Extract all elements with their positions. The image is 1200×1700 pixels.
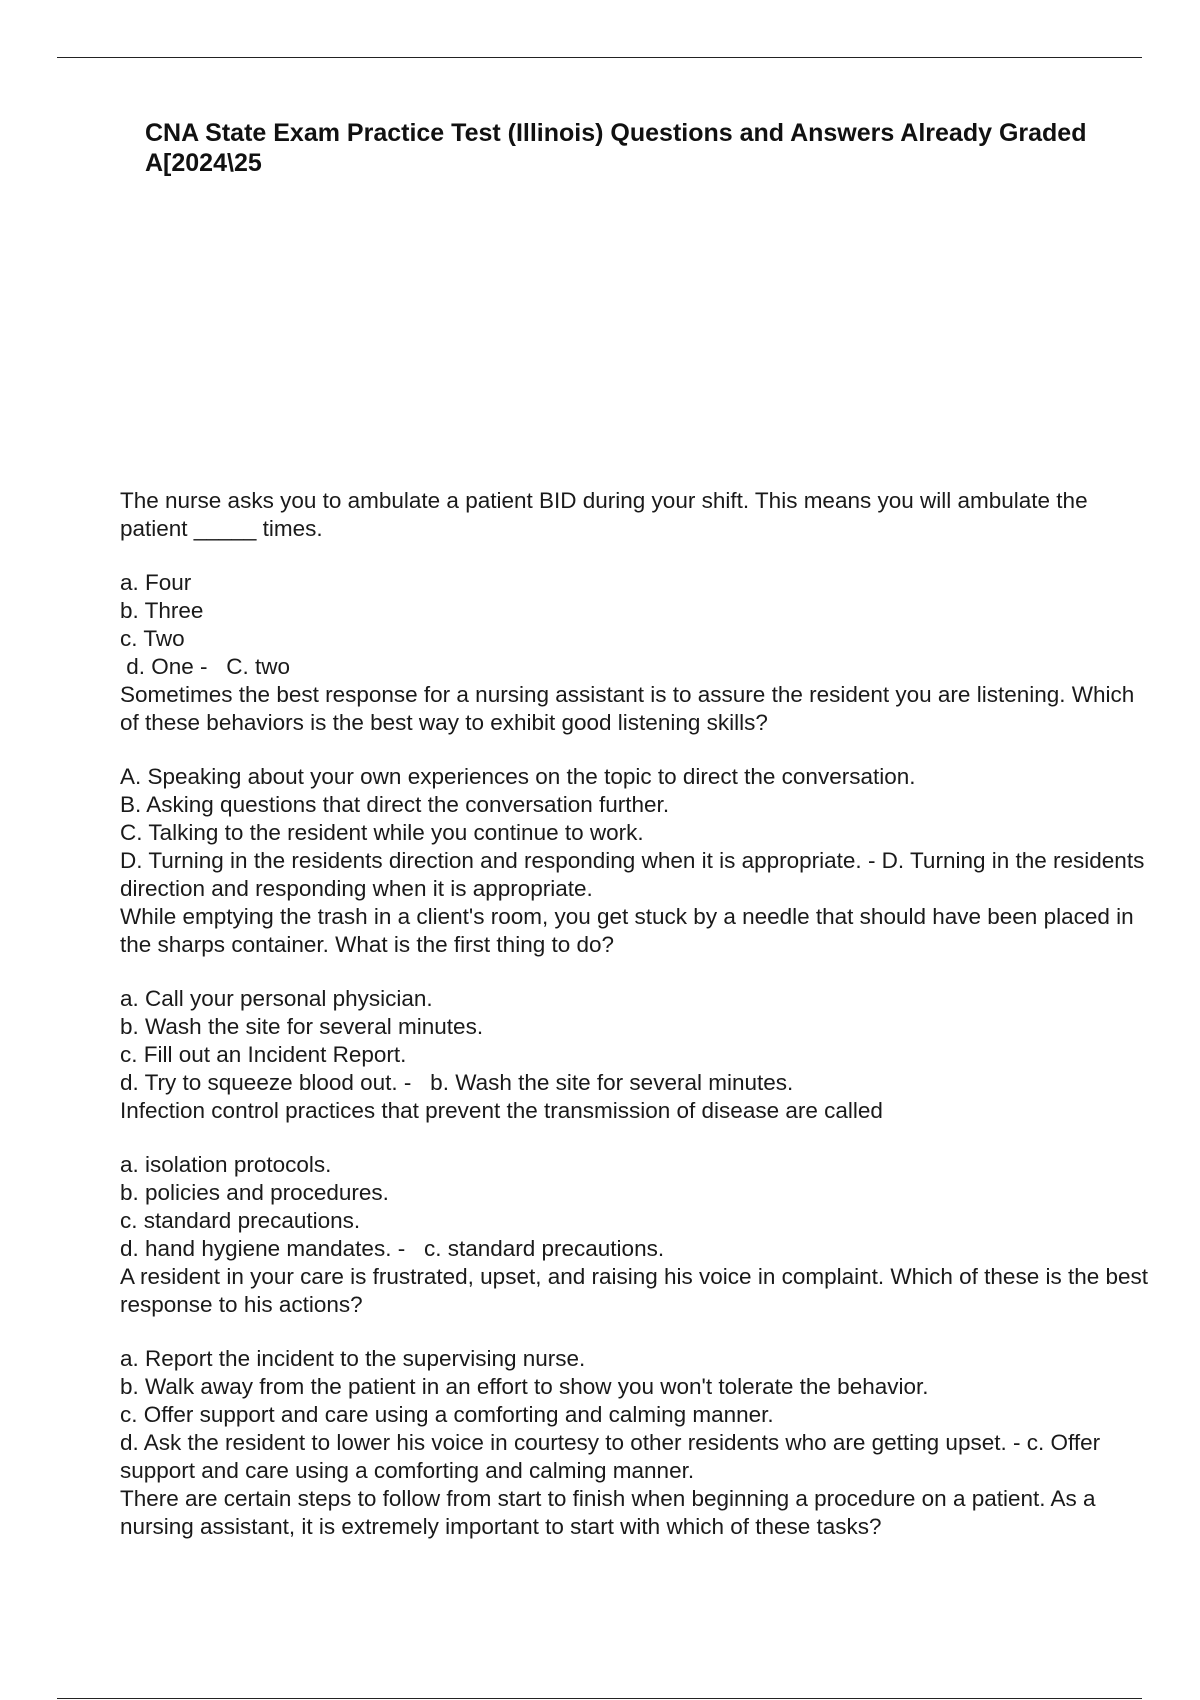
answer-option: b. policies and procedures. <box>120 1180 389 1205</box>
question-text: Infection control practices that prevent the transmission of disease are called <box>120 1098 883 1123</box>
top-rule <box>57 57 1142 58</box>
question-text: A resident in your care is frustrated, upset, and raising his voice in complaint. Which of these is the best response to his actions? <box>120 1264 1149 1317</box>
question-block <box>120 1097 1150 1263</box>
question-text: There are certain steps to follow from start to finish when beginning a procedure on a patient. As a nursing assistant, it is extremely important to start with which of these tasks? <box>120 1486 1096 1539</box>
bottom-rule <box>57 1698 1142 1699</box>
answer-option-with-answer: d. One - C. two <box>120 654 291 679</box>
answer-option: a. Call your personal physician. <box>120 986 433 1011</box>
answer-option: a. Report the incident to the supervising nurse. <box>120 1346 586 1371</box>
question-text: While emptying the trash in a client's room, you get stuck by a needle that should have been placed in the sharps container. What is the first thing to do? <box>120 904 1134 957</box>
answer-option: c. Offer support and care using a comforting and calming manner. <box>120 1402 774 1427</box>
answer-option: b. Walk away from the patient in an effort to show you won't tolerate the behavior. <box>120 1374 929 1399</box>
answer-option: c. Two <box>120 626 185 651</box>
document-title: CNA State Exam Practice Test (Illinois) Questions and Answers Already Graded A[2024\25 <box>145 119 1087 177</box>
answer-option: A. Speaking about your own experiences on the topic to direct the conversation. <box>120 764 916 789</box>
question-block <box>120 903 1150 1097</box>
answer-option: b. Wash the site for several minutes. <box>120 1014 484 1039</box>
answer-option: C. Talking to the resident while you continue to work. <box>120 820 644 845</box>
answer-option: a. Four <box>120 570 192 595</box>
question-block <box>120 1263 1150 1485</box>
answer-option-with-answer: d. Try to squeeze blood out. - b. Wash the site for several minutes. <box>120 1070 794 1095</box>
answer-option: a. isolation protocols. <box>120 1152 332 1177</box>
question-text: Sometimes the best response for a nursing assistant is to assure the resident you are listening. Which of these behaviors is the best way to exhibit good listening skills? <box>120 682 1135 735</box>
question-block <box>120 487 1150 681</box>
question-text: The nurse asks you to ambulate a patient BID during your shift. This means you will ambulate the patient _____ times. <box>120 488 1088 541</box>
question-block <box>120 681 1150 903</box>
answer-option-with-answer: D. Turning in the residents direction and responding when it is appropriate. - D. Turning in the residents direction and responding when it is appropriate. <box>120 848 1145 901</box>
answer-option: c. Fill out an Incident Report. <box>120 1042 407 1067</box>
answer-option: c. standard precautions. <box>120 1208 361 1233</box>
answer-option-with-answer: d. hand hygiene mandates. - c. standard precautions. <box>120 1236 665 1261</box>
answer-option: b. Three <box>120 598 204 623</box>
question-block <box>120 1485 1150 1541</box>
answer-option: B. Asking questions that direct the conversation further. <box>120 792 670 817</box>
document-body <box>120 487 1150 1541</box>
answer-option-with-answer: d. Ask the resident to lower his voice in courtesy to other residents who are getting upset. - c. Offer support and care using a comforting and calming manner. <box>120 1430 1101 1483</box>
